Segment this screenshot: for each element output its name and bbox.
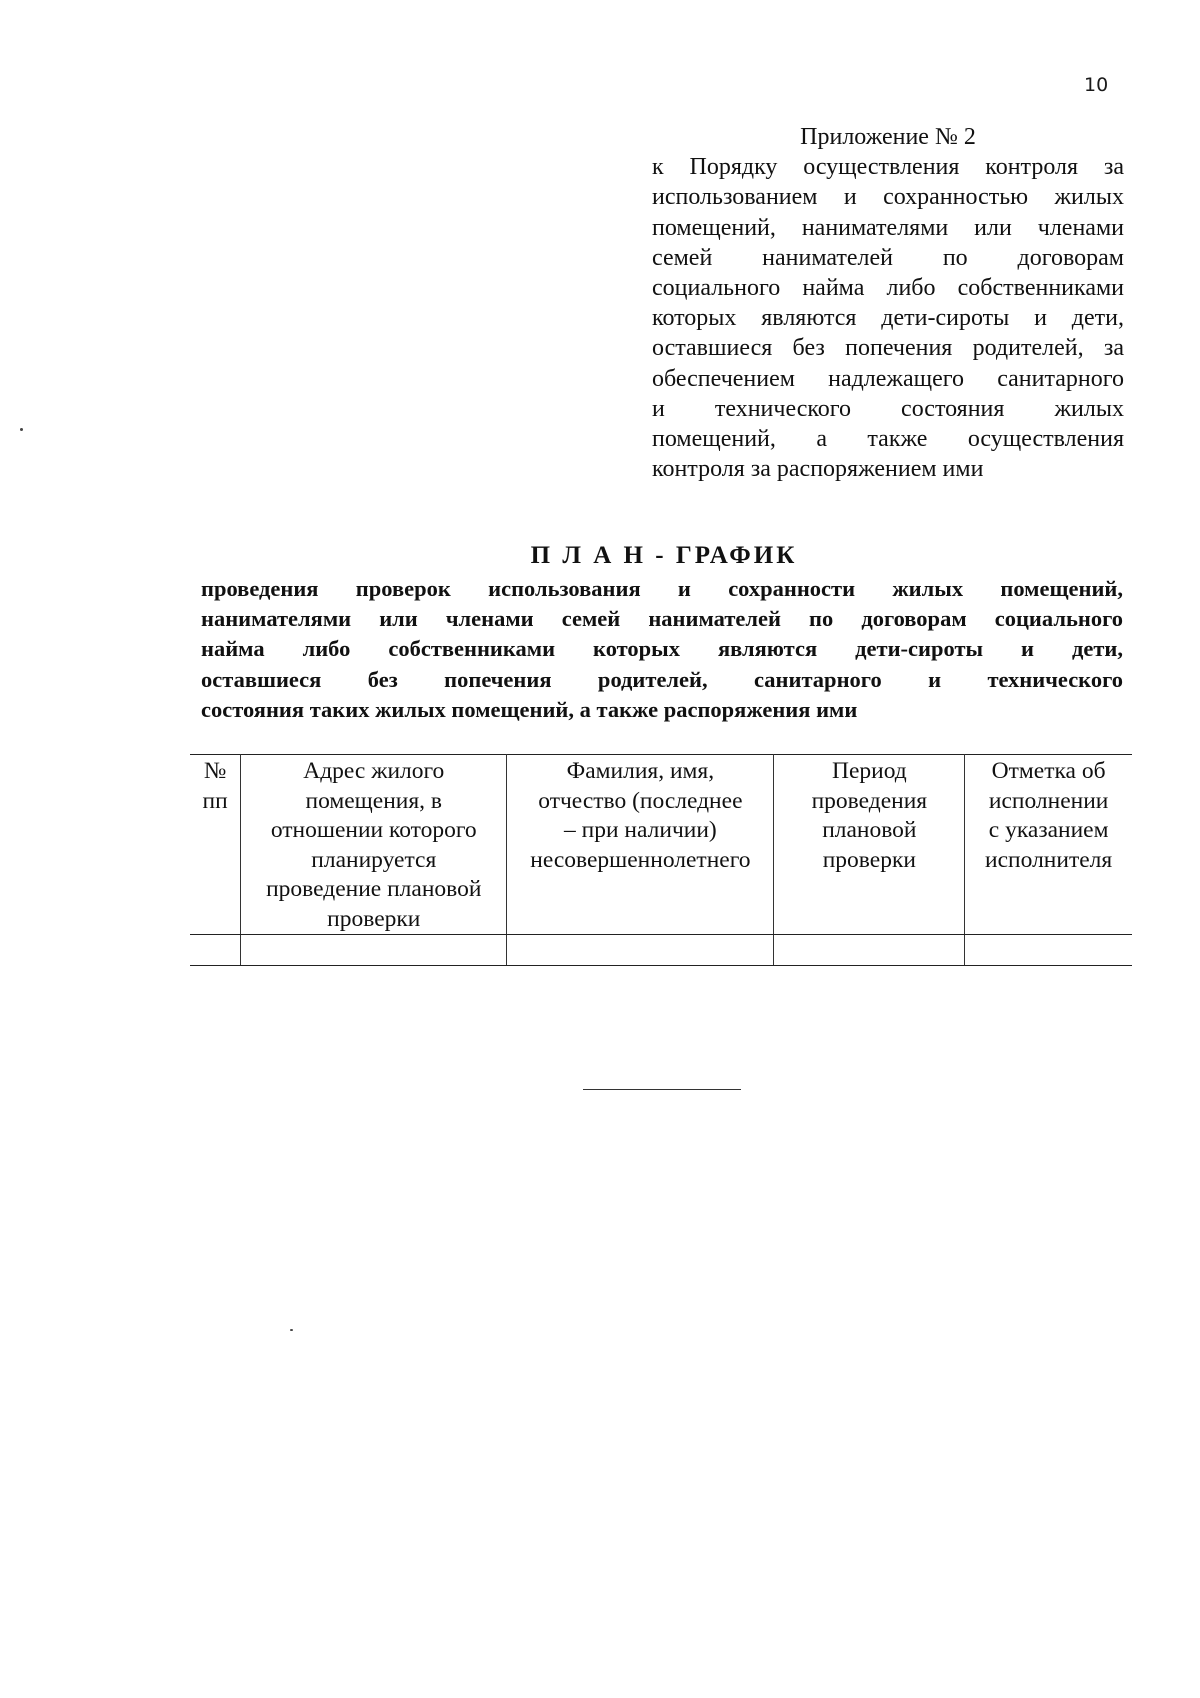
table-cell bbox=[965, 935, 1132, 966]
header-line: плановой bbox=[822, 817, 917, 843]
header-line: Фамилия, имя, bbox=[566, 758, 715, 784]
table-cell bbox=[190, 935, 241, 966]
header-line: исполнении bbox=[988, 787, 1109, 814]
schedule-table bbox=[190, 754, 1132, 966]
scan-speck bbox=[290, 1329, 293, 1331]
header-full-name bbox=[507, 755, 774, 935]
appendix-line: социального найма либо собственниками bbox=[652, 275, 1124, 302]
scan-speck bbox=[20, 428, 23, 431]
plan-subtitle-line: нанимателями или членами семей нанимателей по договорам социального bbox=[201, 606, 1123, 632]
header-number bbox=[190, 755, 241, 935]
header-line: отчество (последнее bbox=[538, 787, 743, 814]
table-cell bbox=[774, 935, 965, 966]
header-line: Период bbox=[831, 758, 907, 784]
appendix-line: контроля за распоряжением ими bbox=[652, 456, 984, 483]
header-line: проверки bbox=[822, 846, 916, 873]
header-line: № bbox=[203, 758, 227, 784]
appendix-line: к Порядку осуществления контроля за bbox=[652, 154, 1124, 181]
appendix-line: и технического состояния жилых bbox=[652, 395, 1124, 422]
header-line: планируется bbox=[311, 846, 437, 873]
header-line: проведение плановой bbox=[266, 876, 482, 902]
appendix-line: оставшиеся без попечения родителей, за bbox=[652, 335, 1124, 362]
header-line: отношении которого bbox=[270, 817, 477, 843]
appendix-block bbox=[652, 122, 1124, 484]
appendix-title: Приложение № 2 bbox=[800, 124, 976, 150]
header-address bbox=[241, 755, 507, 935]
plan-subtitle-line: найма либо собственниками которых являются дети-сироты и дети, bbox=[201, 636, 1123, 662]
header-completion-mark bbox=[965, 755, 1132, 935]
header-line: помещения, в bbox=[305, 787, 443, 814]
page-number: 10 bbox=[1084, 74, 1109, 96]
header-line: Адрес жилого bbox=[303, 758, 445, 784]
table-cell bbox=[241, 935, 507, 966]
header-line: проверки bbox=[327, 905, 421, 932]
header-line: пп bbox=[202, 787, 228, 814]
header-line: проведения bbox=[811, 787, 928, 814]
table-header-row bbox=[190, 755, 1132, 935]
header-line: – при наличии) bbox=[564, 817, 717, 843]
header-line: исполнителя bbox=[985, 846, 1113, 873]
appendix-line: обеспечением надлежащего санитарного bbox=[652, 365, 1124, 392]
plan-subtitle bbox=[201, 574, 1123, 725]
header-period bbox=[774, 755, 965, 935]
header-line: с указанием bbox=[988, 817, 1109, 843]
header-line: несовершеннолетнего bbox=[530, 846, 751, 873]
appendix-line: помещений, нанимателями или членами bbox=[652, 214, 1124, 241]
plan-subtitle-line: оставшиеся без попечения родителей, санитарного и технического bbox=[201, 666, 1123, 692]
plan-subtitle-line: состояния таких жилых помещений, а также распоряжения ими bbox=[201, 696, 858, 722]
header-line: Отметка об bbox=[991, 758, 1106, 784]
appendix-line: помещений, а также осуществления bbox=[652, 426, 1124, 453]
table-cell bbox=[507, 935, 774, 966]
plan-title: П Л А Н - ГРАФИК bbox=[530, 542, 798, 569]
appendix-line: использованием и сохранностью жилых bbox=[652, 184, 1124, 211]
appendix-line: семей нанимателей по договорам bbox=[652, 244, 1124, 271]
end-divider bbox=[583, 1089, 741, 1090]
appendix-line: которых являются дети-сироты и дети, bbox=[652, 305, 1124, 332]
plan-subtitle-line: проведения проверок использования и сохранности жилых помещений, bbox=[201, 576, 1123, 601]
table-row bbox=[190, 935, 1132, 966]
